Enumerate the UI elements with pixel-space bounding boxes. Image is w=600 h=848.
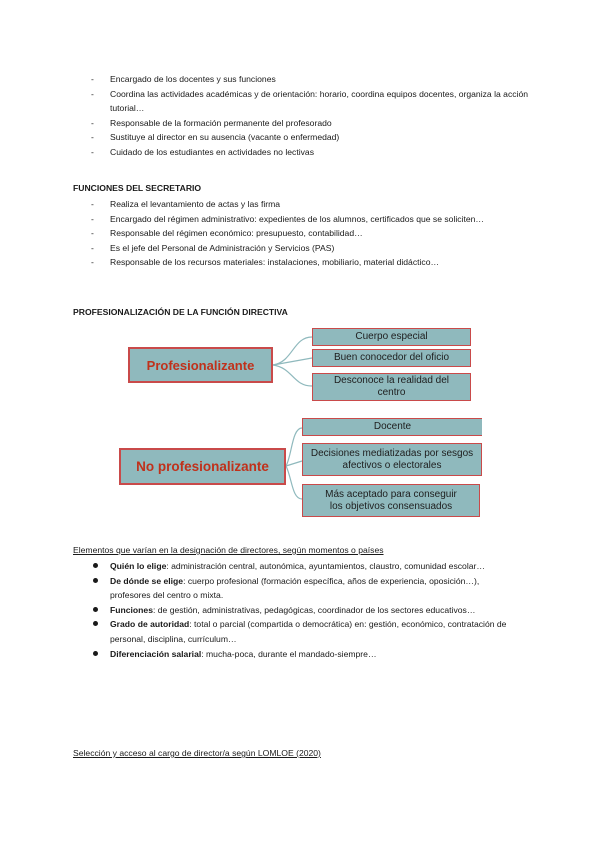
list-item: - Sustituye al director en su ausencia (vacante o enfermedad) bbox=[91, 132, 340, 143]
noprof-item-box: Docente bbox=[302, 418, 482, 436]
list-item: - Cuidado de los estudiantes en actividades no lectivas bbox=[91, 146, 314, 157]
list-item: - Encargado del régimen administrativo: expedientes de los alumnos, certificados que se soliciten… bbox=[91, 213, 485, 224]
list-item: Funciones: de gestión, administrativas, pedagógicas, coordinador de los sectores educativos… bbox=[110, 603, 520, 618]
secretary-heading: FUNCIONES DEL SECRETARIO bbox=[73, 183, 202, 193]
noprof-item-box: Decisiones mediatizadas por sesgos afectivos o electorales bbox=[302, 443, 482, 476]
selection-heading: Selección y acceso al cargo de director/a según LOMLOE (2020) bbox=[73, 748, 321, 758]
connector-line bbox=[273, 358, 312, 365]
noprof-item-box: Más aceptado para conseguir los objetivos consensuados bbox=[302, 484, 480, 517]
list-item: - Responsable del régimen económico: presupuesto, contabilidad… bbox=[91, 228, 363, 239]
prof-item-box: Cuerpo especial bbox=[312, 328, 471, 346]
connector-line bbox=[286, 428, 302, 466]
professionalizing-box bbox=[128, 347, 273, 383]
list-item: - Coordina las actividades académicas y de orientación: horario, coordina equipos docentes, organiza la acción tutorial… bbox=[91, 88, 529, 114]
list-item: De dónde se elige: cuerpo profesional (formación específica, años de experiencia, oposición…), profesores del centro o mixta. bbox=[110, 574, 520, 603]
connector-line bbox=[273, 337, 312, 365]
non-professionalizing-label: No profesionalizante bbox=[136, 459, 269, 474]
prof-item-box: Buen conocedor del oficio bbox=[312, 349, 471, 367]
list-item: - Encargado de los docentes y sus funciones bbox=[91, 74, 276, 84]
list-item: Grado de autoridad: total o parcial (compartida o democrática) en: gestión, económico, contratación de personal, disciplina, currículum… bbox=[110, 617, 520, 646]
elements-list bbox=[110, 559, 520, 661]
connector-line bbox=[286, 466, 302, 499]
non-professionalizing-box bbox=[119, 448, 286, 485]
list-item: - Es el jefe del Personal de Administración y Servicios (PAS) bbox=[91, 242, 335, 253]
list-item: Quién lo elige: administración central, autonómica, ayuntamientos, claustro, comunidad escolar… bbox=[110, 559, 520, 574]
elements-heading: Elementos que varían en la designación de directores, según momentos o países bbox=[73, 545, 384, 555]
professionalizing-label: Profesionalizante bbox=[146, 357, 255, 373]
list-item: Diferenciación salarial: mucha-poca, durante el mandado-siempre… bbox=[110, 647, 520, 662]
connector-line bbox=[286, 461, 302, 466]
prof-item-box: Desconoce la realidad del centro bbox=[312, 373, 471, 401]
professionalization-heading: PROFESIONALIZACIÓN DE LA FUNCIÓN DIRECTIVA bbox=[73, 307, 288, 317]
connector-line bbox=[273, 365, 312, 386]
list-item: - Responsable de los recursos materiales: instalaciones, mobiliario, material didáctico… bbox=[91, 257, 440, 268]
list-item: - Responsable de la formación permanente del profesorado bbox=[91, 117, 332, 128]
list-item: - Realiza el levantamiento de actas y las firma bbox=[91, 199, 281, 209]
